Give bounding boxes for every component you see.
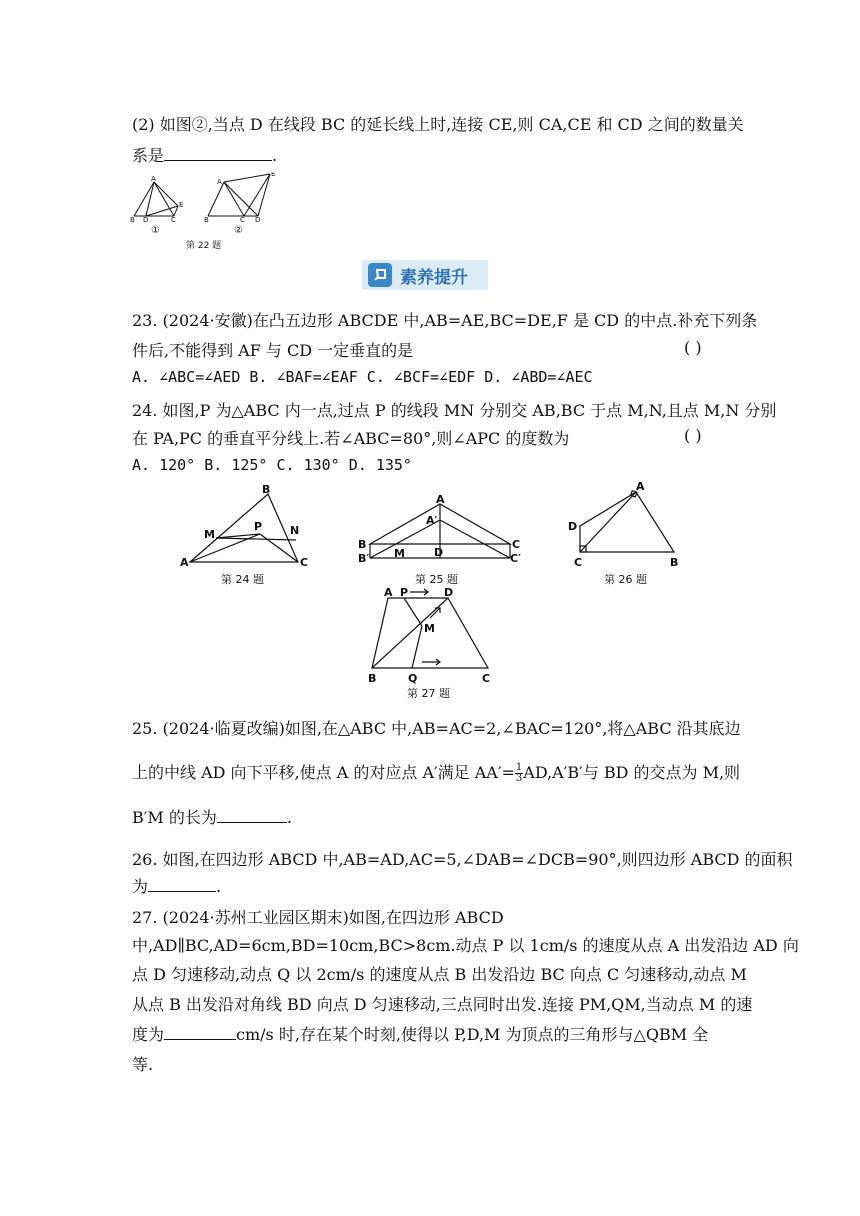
svg-text:B: B	[358, 538, 367, 551]
q25-line3	[132, 805, 292, 828]
svg-text:E: E	[179, 201, 184, 209]
q22-line1: (2) 如图②,当点 D 在线段 BC 的延长线上时,连接 CE,则 CA,CE 和 CD 之间的数量关	[132, 115, 744, 134]
q27-line5a: 度为	[132, 1025, 165, 1044]
svg-text:M: M	[424, 622, 435, 635]
q27-line5	[132, 1022, 708, 1045]
q24-line2: 在 PA,PC 的垂直平分线上.若∠ABC=80°,则∠APC 的度数为	[132, 429, 570, 448]
svg-text:D: D	[255, 216, 261, 224]
fig2-label: ②	[234, 225, 243, 236]
svg-text:P: P	[254, 520, 263, 533]
fig22-caption: 第 22 题	[186, 241, 222, 251]
answer-blank[interactable]	[148, 877, 216, 892]
svg-text:A: A	[384, 586, 393, 599]
q24-options: A. 120° B. 125° C. 130° D. 135°	[132, 456, 412, 474]
q27-line1: 27. (2024·苏州工业园区期末)如图,在四边形 ABCD	[132, 908, 504, 927]
figure-24	[176, 480, 316, 572]
svg-text:Q: Q	[408, 672, 418, 685]
answer-blank[interactable]	[164, 146, 272, 161]
fig27-caption: 第 27 题	[407, 687, 450, 700]
svg-text:B: B	[670, 556, 679, 569]
svg-text:C: C	[300, 556, 309, 569]
answer-blank[interactable]	[217, 808, 287, 823]
banner-title: 素养提升	[400, 268, 468, 288]
q22-line2	[132, 143, 277, 166]
svg-text:B: B	[204, 216, 209, 224]
svg-text:D: D	[568, 520, 578, 533]
svg-text:D: D	[434, 546, 444, 559]
q27-line2: 中,AD∥BC,AD=6cm,BD=10cm,BC>8cm.动点 P 以 1cm/s 的速度从点 A 出发沿边 AD 向	[132, 936, 799, 955]
fig1-label: ①	[151, 225, 160, 236]
q27-line4: 从点 B 出发沿对角线 BD 向点 D 匀速移动,三点同时出发.连接 PM,QM,当动点 M 的速	[132, 995, 753, 1014]
q26-end: .	[216, 877, 222, 896]
q26-line1: 26. 如图,在四边形 ABCD 中,AB=AD,AC=5,∠DAB=∠DCB=90°,则四边形 ABCD 的面积	[132, 850, 793, 869]
svg-text:M: M	[204, 528, 215, 541]
svg-text:C: C	[574, 556, 583, 569]
figure-27	[364, 586, 504, 688]
svg-text:B: B	[368, 672, 377, 685]
q22-figures	[128, 172, 288, 232]
svg-text:E: E	[271, 172, 276, 178]
svg-text:C: C	[482, 672, 491, 685]
fig24-caption: 第 24 题	[221, 573, 264, 586]
svg-text:A: A	[180, 556, 189, 569]
svg-text:C: C	[171, 216, 176, 224]
q23-line2: 件后,不能得到 AF 与 CD 一定垂直的是	[132, 341, 414, 360]
svg-text:C′: C′	[510, 552, 521, 565]
svg-text:D: D	[444, 586, 454, 599]
q24-line1: 24. 如图,P 为△ABC 内一点,过点 P 的线段 MN 分别交 AB,BC 于点 M,N,且点 M,N 分别	[132, 401, 777, 420]
q27-line6: 等.	[132, 1055, 154, 1074]
q25-line2	[132, 760, 740, 784]
rocket-icon	[368, 263, 392, 287]
section-banner	[362, 260, 488, 290]
svg-text:C: C	[512, 538, 521, 551]
figure-25	[356, 494, 526, 570]
q25-line2b: AD,A′B′与 BD 的交点为 M,则	[523, 763, 741, 782]
q25-end: .	[286, 808, 292, 827]
q27-line3: 点 D 匀速移动,动点 Q 以 2cm/s 的速度从点 B 出发沿边 BC 向点 C 匀速移动,动点 M	[132, 965, 747, 984]
svg-text:M: M	[394, 547, 405, 560]
svg-text:B′: B′	[358, 552, 370, 565]
svg-text:C: C	[240, 216, 245, 224]
svg-text:B: B	[262, 483, 271, 496]
q25-fraction	[515, 763, 523, 784]
q25-line2a: 上的中线 AD 向下平移,使点 A 的对应点 A′满足 AA′=	[132, 763, 515, 782]
fig26-caption: 第 26 题	[604, 573, 647, 586]
fig25-caption: 第 25 题	[415, 573, 458, 586]
svg-text:D: D	[143, 216, 149, 224]
frac-den: 3	[515, 773, 523, 784]
q25-line3-text: B′M 的长为	[132, 808, 217, 827]
svg-text:A: A	[636, 480, 645, 493]
svg-text:P: P	[400, 586, 409, 599]
svg-text:B: B	[130, 216, 135, 224]
q26-line2-text: 为	[132, 877, 149, 896]
svg-text:A: A	[217, 178, 222, 186]
q23-options: A. ∠ABC=∠AED B. ∠BAF=∠EAF C. ∠BCF=∠EDF D. ∠ABD=∠AEC	[132, 368, 593, 386]
svg-text:A: A	[151, 175, 156, 183]
svg-text:N: N	[290, 524, 300, 537]
svg-text:A: A	[436, 494, 445, 506]
figure-26	[562, 478, 692, 570]
q25-line1: 25. (2024·临夏改编)如图,在△ABC 中,AB=AC=2,∠BAC=120°,将△ABC 沿其底边	[132, 719, 741, 738]
q22-end: .	[272, 146, 278, 165]
frac-num: 1	[515, 762, 523, 773]
q23-answer-paren[interactable]: ( )	[684, 338, 702, 357]
q24-answer-paren[interactable]: ( )	[684, 426, 702, 445]
q22-line2-text: 系是	[132, 146, 165, 165]
answer-blank[interactable]	[164, 1025, 236, 1040]
q23-line1: 23. (2024·安徽)在凸五边形 ABCDE 中,AB=AE,BC=DE,F 是 CD 的中点.补充下列条	[132, 311, 758, 330]
q26-line2	[132, 874, 221, 897]
svg-text:A′: A′	[426, 514, 438, 527]
q27-line5b: cm/s 时,存在某个时刻,使得以 P,D,M 为顶点的三角形与△QBM 全	[236, 1025, 709, 1044]
